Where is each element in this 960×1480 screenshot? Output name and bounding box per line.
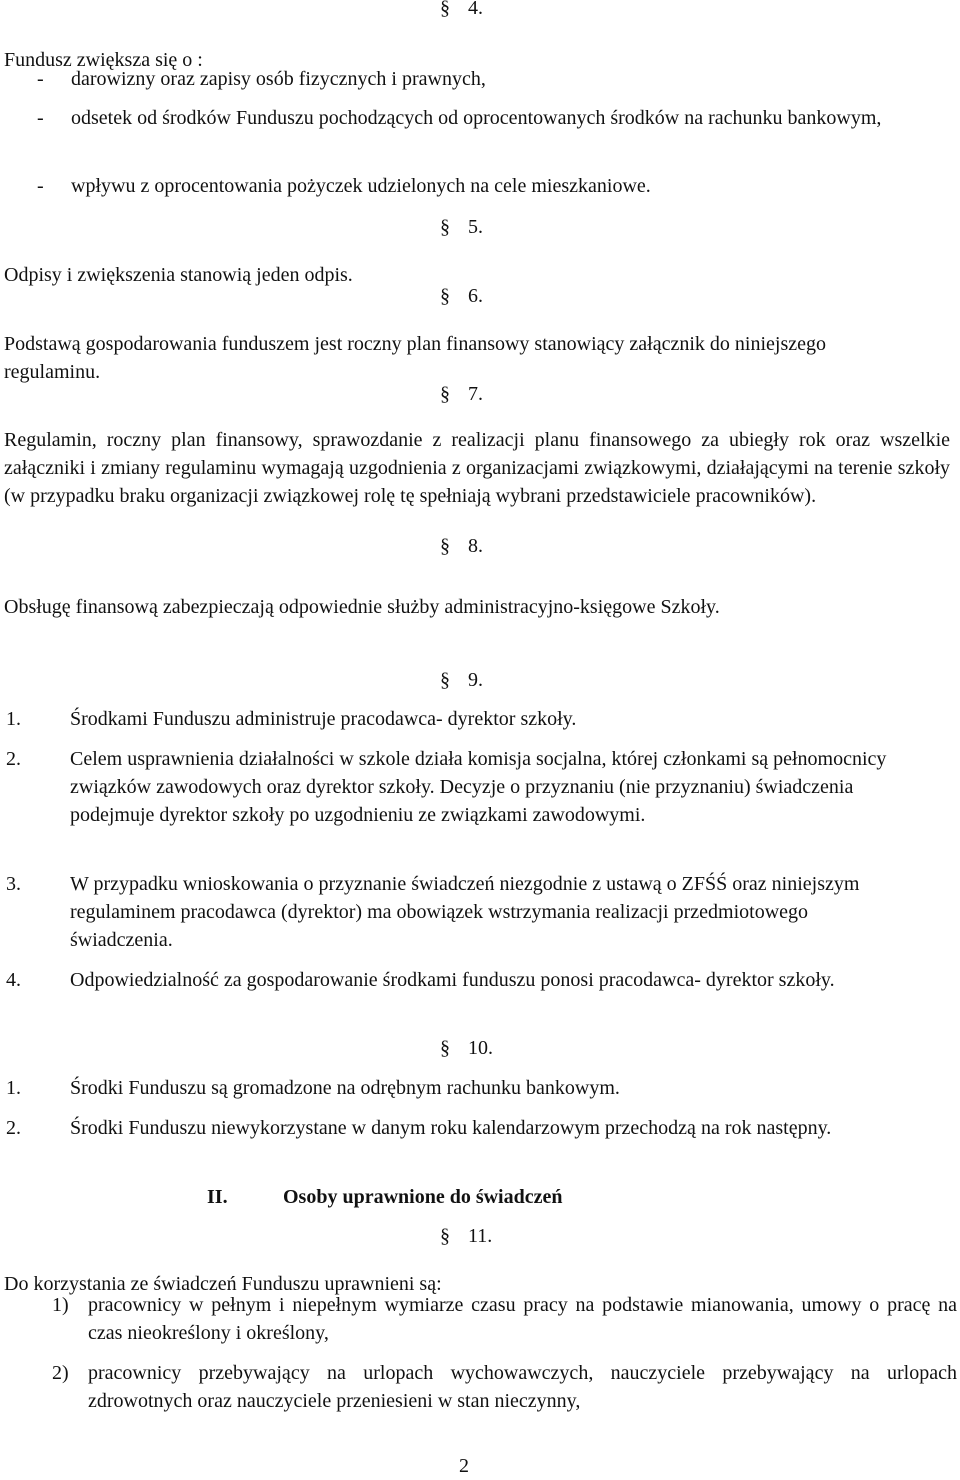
list-item: 3. W przypadku wnioskowania o przyznanie świadczeń niezgodnie z ustawą o ZFŚŚ oraz niniejszym regulaminem pracodawca (dyrektor) ma obowiązek wstrzymania realizacji przedmiotowego świadczenia.: [6, 873, 860, 951]
section-mark-icon: §: [440, 1225, 450, 1247]
section-mark-icon: §: [440, 0, 450, 19]
list-item: - darowizny oraz zapisy osób fizycznych i prawnych,: [37, 68, 486, 90]
list-item: - wpływu z oprocentowania pożyczek udzielonych na cele mieszkaniowe.: [37, 175, 651, 197]
section-mark-icon: §: [440, 216, 450, 238]
section-mark-icon: §: [440, 669, 450, 691]
financial-plan-paragraph: Podstawą gospodarowania funduszem jest roczny plan finansowy stanowiący załącznik do niniejszego regulaminu.: [4, 333, 826, 383]
list-item: 2. Celem usprawnienia działalności w szkole działa komisja socjalna, której członkami są pełnomocnicy związków zawodowych oraz dyrektor szkoły. Decyzje o przyznaniu (nie przyznaniu) świadczenia podejmuje dyrektor szkoły po uzgodnieniu ze związkami zawodowymi.: [6, 748, 887, 826]
section-4-heading: § 4.: [440, 0, 483, 22]
section-11-heading: § 11.: [440, 1222, 492, 1250]
section-mark-icon: §: [440, 383, 450, 405]
section-10-heading: § 10.: [440, 1034, 493, 1062]
section-6-heading: § 6.: [440, 282, 483, 310]
section-9-heading: § 9.: [440, 666, 483, 694]
fund-increase-intro: Fundusz zwiększa się o :: [4, 49, 203, 71]
list-item: 2. Środki Funduszu niewykorzystane w danym roku kalendarzowym przechodzą na rok następny.: [6, 1117, 832, 1139]
list-item: 1. Środki Funduszu są gromadzone na odrębnym rachunku bankowym.: [6, 1077, 620, 1099]
list-item: 4. Odpowiedzialność za gospodarowanie środkami funduszu ponosi pracodawca- dyrektor szkoły.: [6, 969, 835, 991]
list-item: 1. Środkami Funduszu administruje pracodawca- dyrektor szkoły.: [6, 708, 577, 730]
regulations-paragraph: Regulamin, roczny plan finansowy, sprawozdanie z realizacji planu finansowego za ubiegły rok oraz wszelkie załączniki i zmiany regulaminu wymagają uzgodnienia z organizacjami związkowymi, działającymi na terenie szkoły (w przypadku braku organizacji związkowej rolę tę spełniają wybrani przedstawiciele pracowników).: [4, 429, 950, 507]
list-item: 1) pracownicy w pełnym i niepełnym wymiarze czasu pracy na podstawie mianowania, umowy o pracę na czas nieokreślony i określony,: [52, 1294, 957, 1344]
section-mark-icon: §: [440, 1037, 450, 1059]
section-8-heading: § 8.: [440, 532, 483, 560]
deductions-paragraph: Odpisy i zwiększenia stanowią jeden odpis.: [4, 264, 353, 286]
section-5-heading: § 5.: [440, 213, 483, 241]
list-item: - odsetek od środków Funduszu pochodzących od oprocentowanych środków na rachunku bankowym,: [37, 107, 882, 129]
section-7-heading: § 7.: [440, 380, 483, 408]
chapter-heading: II. Osoby uprawnione do świadczeń: [207, 1186, 563, 1208]
section-mark-icon: §: [440, 285, 450, 307]
section-mark-icon: §: [440, 535, 450, 557]
page-number: 2: [459, 1455, 469, 1477]
eligibility-intro: Do korzystania ze świadczeń Funduszu uprawnieni są:: [4, 1273, 442, 1295]
list-item: 2) pracownicy przebywający na urlopach wychowawczych, nauczyciele przebywający na urlopach zdrowotnych oraz nauczyciele przeniesieni w stan nieczynny,: [52, 1362, 957, 1412]
financial-service-paragraph: Obsługę finansową zabezpieczają odpowiednie służby administracyjno-księgowe Szkoły.: [4, 596, 720, 618]
